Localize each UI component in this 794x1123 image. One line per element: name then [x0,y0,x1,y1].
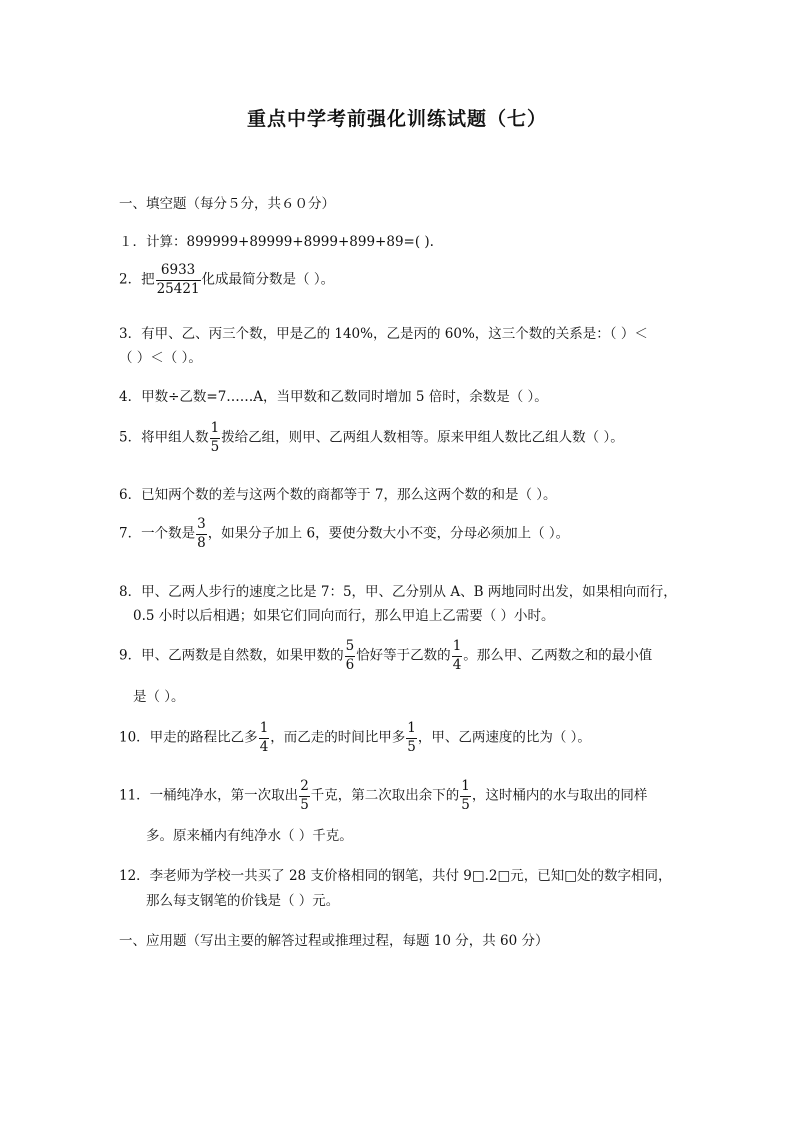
question-10 [119,722,591,754]
fraction-denominator: 8 [197,534,206,551]
fraction-denominator: 25421 [156,280,200,297]
fraction-numerator: 3 [196,518,207,535]
fraction-denominator: 4 [452,656,462,673]
question-11 [119,780,647,812]
fraction [259,722,270,754]
question-2-text-a: 2．把 [119,271,155,288]
question-4: 4．甲数÷乙数=7……A，当甲数和乙数同时增加 5 倍时，余数是（ ）。 [119,389,548,405]
question-8-line-2: 0.5 小时以后相遇；如果它们同向而行，那么甲追上乙需要（ ）小时。 [133,608,555,624]
question-11-text-b: 千克，第二次取出余下的 [310,787,460,804]
fraction-numerator: 2 [299,780,310,797]
question-11-text-c: ，这时桶内的水与取出的同样 [471,787,648,804]
fraction-denominator: 5 [407,738,416,755]
question-3-line-1: 3．有甲、乙、丙三个数，甲是乙的 140%，乙是丙的 60%，这三个数的关系是：（ ）＜ [119,326,648,342]
question-10-text-c: ，甲、乙两速度的比为（ ）。 [417,729,591,746]
fraction-denominator: 6 [345,656,355,673]
page-title: 重点中学考前强化训练试题（七） [246,108,547,130]
fraction [210,422,221,454]
question-11-line-2: 多。原来桶内有纯净水（ ）千克。 [146,828,353,844]
fraction-numerator: 1 [259,722,270,739]
fraction-numerator: 5 [345,640,356,657]
fraction-numerator: 1 [406,722,417,739]
fraction [156,264,201,296]
fraction [452,640,463,672]
fraction-denominator: 5 [461,796,470,813]
fraction-numerator: 6933 [156,264,201,281]
fraction-numerator: 1 [210,422,221,439]
fraction-numerator: 1 [452,640,463,657]
fraction-numerator: 1 [460,780,471,797]
question-2-text-b: 化成最简分数是（ ）。 [201,271,335,288]
fraction [345,640,356,672]
fraction [196,518,207,550]
section-application-heading: 一、应用题（写出主要的解答过程或推理过程，每题 10 分，共 60 分） [119,933,549,949]
section-fill-in-heading: 一、填空题（每分５分，共６０分） [119,196,335,212]
question-5-text-a: 5．将甲组人数 [119,429,209,446]
question-2 [119,264,334,296]
fraction [406,722,417,754]
question-7-text-b: ，如果分子加上 6，要使分数大小不变，分母必须加上（ ）。 [207,525,570,542]
question-7 [119,518,569,550]
fraction-denominator: 4 [259,738,269,755]
question-6: 6．已知两个数的差与这两个数的商都等于 7，那么这两个数的和是（ ）。 [119,487,557,503]
question-10-text-a: 10．甲走的路程比乙多 [119,729,258,746]
question-10-text-b: ，而乙走的时间比甲多 [270,729,406,746]
fraction [299,780,310,812]
question-7-text-a: 7．一个数是 [119,525,196,542]
question-12-line-2: 那么每支钢笔的价钱是（ ）元。 [146,893,340,909]
question-5 [119,422,624,454]
question-12-line-1: 12．李老师为学校一共买了 28 支价格相同的钢笔，共付 9□.2□元，已知□处的数字相同， [119,868,672,884]
question-3-line-2: （ ）＜（ ）。 [119,350,202,366]
question-9-text-c: 。那么甲、乙两数之和的最小值 [463,647,653,664]
fraction-denominator: 5 [300,796,309,813]
question-9-text-a: 9．甲、乙两数是自然数，如果甲数的 [119,647,344,664]
question-9-text-b: 恰好等于乙数的 [356,647,451,664]
fraction-denominator: 5 [210,438,220,455]
question-5-text-b: 拨给乙组，则甲、乙两组人数相等。原来甲组人数比乙组人数（ ）。 [221,429,624,446]
question-9 [119,640,652,672]
question-9-line-2: 是（ ）。 [133,689,185,705]
question-11-text-a: 11．一桶纯净水，第一次取出 [119,787,299,804]
question-8-line-1: 8．甲、乙两人步行的速度之比是 7：5，甲、乙分别从 A、B 两地同时出发，如果相向而行， [119,584,677,600]
fraction [460,780,471,812]
question-1: １．计算：899999+89999+8999+899+89=( ). [119,234,434,250]
